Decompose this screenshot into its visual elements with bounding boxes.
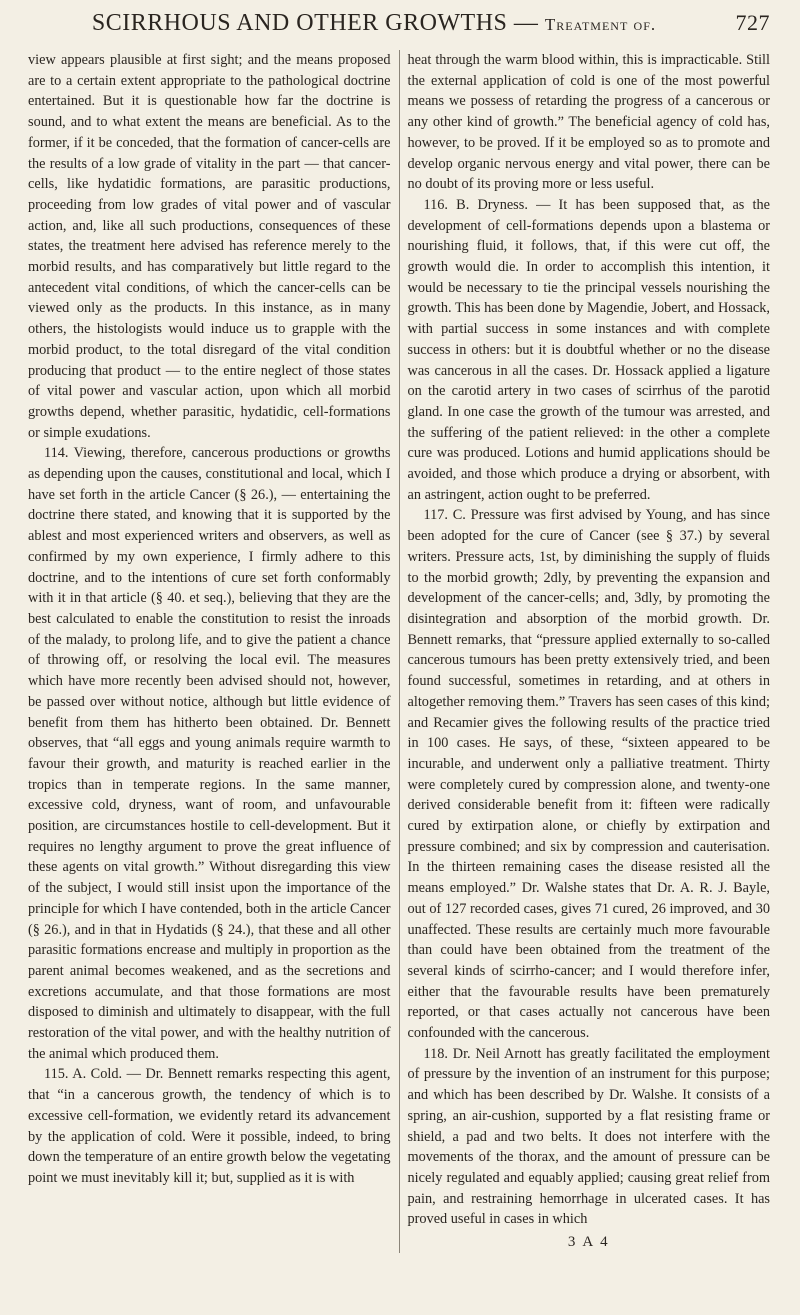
paragraph-117: 117. C. Pressure was first advised by Young, and has since been adopted for the cure of Cancer (see § 37.) by several writers. Pressure acts, 1st, by diminishing the supply of fluids to the morbid growth; 2dly, by preventing the expansion and development of the cancer-cells; and, 3dly, by promoting the disintegration and absorption of the morbid growth. Dr. Bennett remarks, that “pressure applied externally to so-called cancerous tumours has been pretty extensively tried, and been found successful, sometimes in retarding, and at others in altogether removing them.” Travers has seen cases of this kind; and Recamier gives the following results of the practice tried in 100 cases. He says, of these, “sixteen appeared to be incurable, and underwent only a palliative treatment. Thirty were completely cured by compression alone, and twenty-one derived considerable benefit from it: fifteen were radically cured by extirpation alone, or chiefly by extirpation and pressure combined; and six by compression and cauterisation. In the thirteen remaining cases the disease resisted all the means employed.” Dr. Walshe states that Dr. A. R. J. Bayle, out of 127 recorded cases, gives 71 cured, 26 improved, and 30 unaffected. These results are certainly much more favourable than could have been obtained from the treatment of the several kinds of scirrho-cancer; and I would therefore infer, either that the favourable results have been prematurely reported, or that cases actually not cancerous have been confounded with the cancerous. xyxy=(407,507,770,1042)
signature-mark: 3 A 4 xyxy=(567,1234,610,1251)
paragraph-continuation-right: heat through the warm blood within, this is impracticable. Still the external application of cold is one of the most powerful means we possess of retarding the progress of a cancerous or any other kind of growth.” The beneficial agency of cold has, however, to be proved. If it be employed so as to promote and develop organic nervous energy and vital power, there can be no doubt of its proving more or less useful. xyxy=(407,52,770,193)
page-number: 727 xyxy=(735,10,770,35)
right-column xyxy=(400,50,771,1253)
paragraph-116: 116. B. Dryness. — It has been supposed that, as the development of cell-formations depends upon a blastema or nourishing fluid, it follows, that, if this were cut off, the growth would die. In order to accomplish this intention, it would be necessary to tie the principal vessels nourishing the growth. This has been done by Magendie, Jobert, and Hossack, with partial success in some instances and with complete success in others: but it is doubtful whether or no the disease was cancerous in all the cases. Dr. Hossack applied a ligature on the carotid artery in two cases of scirrhus of the parotid gland. In one case the growth of the tumour was arrested, and the suffering of the patient relieved: in the other a complete cure was produced. Lotions and humid applications should be avoided, and those which produce a drying or absorbent, with an astringent, action ought to be preferred. xyxy=(407,196,770,503)
paragraph-114: 114. Viewing, therefore, cancerous productions or growths as depending upon the causes, constitutional and local, which I have set forth in the article Cancer (§ 26.), — entertaining the doctrine there stated, and knowing that it is supported by the ablest and most experienced writers and observers, as well as confirmed by my own experience, I firmly adhere to this doctrine, and to the intentions of cure set forth conformably with it in that article (§ 40. et seq.), believing that they are the best calculated to enable the constitution to resist the inroads of the malady, to prolong life, and to give the patient a chance of throwing off, or resolving the local evil. The measures which have more recently been advised should not, however, be passed over without notice, although but little evidence of benefit from them has hitherto been obtained. Dr. Bennett observes, that “all eggs and young animals require warmth to favour their growth, and maturity is reached earlier in the tropics than in temperate regions. In the same manner, excessive cold, dryness, want of room, and unfavourable position, are circumstances hostile to cell-development. But it requires no lengthy argument to prove the great influence of these agents on vital growth.” Without disregarding this view of the subject, I would still insist upon the importance of the principle for which I have contended, both in the article Cancer (§ 26.), and in that in Hydatids (§ 24.), that these and all other parasitic formations encrease and multiply in proportion as the parent animal becomes weakened, and as the secretions and excretions accumulate, and that those formations are most disposed to diminish and ultimately to disappear, with the full restoration of the vital power, and with the healthy nutrition of the animal which produced them. xyxy=(28,445,391,1062)
running-title-main: SCIRRHOUS AND OTHER GROWTHS xyxy=(91,10,508,36)
text-columns xyxy=(28,50,770,1253)
running-title xyxy=(28,10,720,37)
running-title-sub: Treatment of. xyxy=(544,15,657,34)
paragraph-continuation: view appears plausible at first sight; and the means proposed are to a certain extent appropriate to the pathological doctrine entertained. But it is questionable how far the doctrine is sound, and to what extent the means are beneficial. As to the former, if it be conceded, that the formation of cancer-cells are the results of a low grade of vitality in the part — that cancer-cells, like hydatidic formations, are parasitic productions, proceeding from low grades of vital power and of vascular action, and, like all such productions, consequences of these states, the treatment here advised has reference merely to the morbid results, and has comparatively but little regard to the antecedent vital conditions, of which the cancer-cells can be viewed only as the products. In this instance, as in many others, the histologists would induce us to grapple with the morbid product, to the total disregard of the vital condition producing that product — to the entire neglect of those states of vital power and vascular action, upon which all morbid growths depend, whether parasitic, hydatidic, cell-formations or simple exudations. xyxy=(28,52,391,441)
paragraph-118: 118. Dr. Neil Arnott has greatly facilitated the employment of pressure by the invention of an instrument for this purpose; and which has been described by Dr. Walshe. It consists of a spring, an air-cushion, supported by a flat resisting frame or shield, a pad and two belts. It does not interfere with the movements of the thorax, and the amount of pressure can be nicely regulated and equably applied; causing great relief from pain, and restraining hemorrhage in ulcerated cases. It has proved useful in cases in which xyxy=(407,1045,770,1228)
running-title-dash: — xyxy=(507,10,545,36)
running-head xyxy=(28,10,770,50)
paragraph-115: 115. A. Cold. — Dr. Bennett remarks respecting this agent, that “in a cancerous growth, the tendency of which is to excessive cell-formation, we evidently retard its advancement by the application of cold. Were it possible, indeed, to bring down the temperature of an entire growth below the vegetating point we must inevitably kill it; but, supplied as it is with xyxy=(28,1066,391,1186)
left-column xyxy=(28,50,400,1253)
